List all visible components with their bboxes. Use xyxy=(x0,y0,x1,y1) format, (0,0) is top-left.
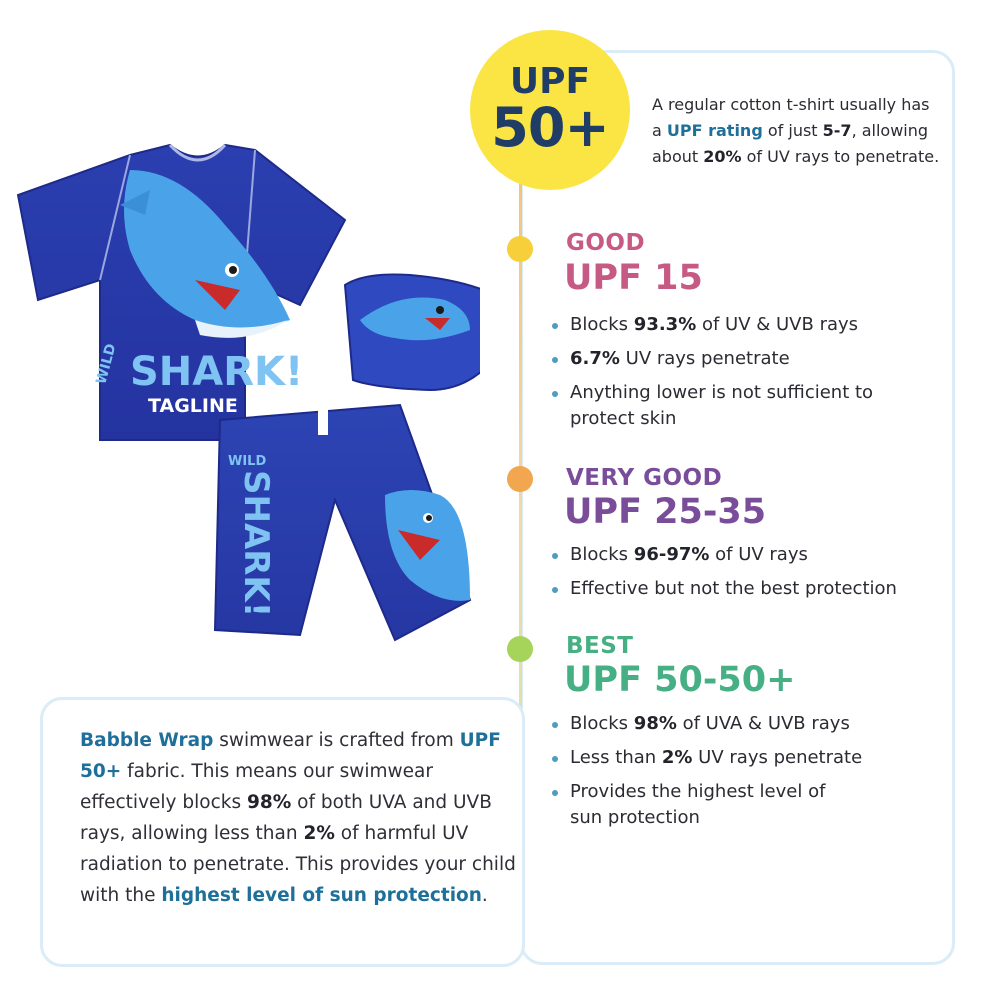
intro-part: of just xyxy=(762,121,823,140)
brand-highlight: highest level of sun protection xyxy=(161,885,482,906)
intro-percent: 20% xyxy=(703,147,742,166)
tier-very-good-dot xyxy=(507,466,533,492)
brand-upf: UPF 50+ xyxy=(80,730,501,782)
bullet-item: 6.7% UV rays penetrate xyxy=(552,346,952,372)
intro-part: , allowing about xyxy=(652,121,929,166)
tier-best-bullets xyxy=(552,711,952,839)
bullet-item: Blocks 93.3% of UV & UVB rays xyxy=(552,312,952,338)
intro-part: A regular cotton t-shirt usually has a xyxy=(652,95,930,140)
bullet-item: Less than 2% UV rays penetrate xyxy=(552,745,952,771)
badge-main-text: 50+ xyxy=(491,96,609,159)
brand-info-text: Babble Wrap swimwear is crafted from UPF 50+ fabric. This means our swimwear effectively blocks 98% of both UVA and UVB rays, allowing less than 2% of harmful UV radiation to penetrate. This provides your child with the highest level of sun protection. xyxy=(80,730,516,906)
rash-guard-shirt xyxy=(18,145,345,440)
badge-top-text: UPF xyxy=(509,61,591,102)
shorts-wild-text: WILD xyxy=(228,454,267,469)
shirt-tagline-text: TAGLINE xyxy=(148,395,238,417)
tier-best-upf: UPF 50-50+ xyxy=(564,660,796,700)
tier-very-good-bullets xyxy=(552,542,952,610)
tier-good-upf: UPF 15 xyxy=(564,258,703,298)
shirt-shark-text: SHARK! xyxy=(130,349,304,395)
intro-part: of UV rays to penetrate. xyxy=(741,147,940,166)
bullet-item: Anything lower is not sufficient to protect skin xyxy=(552,380,892,432)
intro-upf-rating: UPF rating xyxy=(666,121,763,140)
bullet-item: Blocks 96-97% of UV rays xyxy=(552,542,952,568)
tier-very-good-upf: UPF 25-35 xyxy=(564,492,767,532)
tier-good-dot xyxy=(507,236,533,262)
bullet-item: Provides the highest level of sun protection xyxy=(552,779,852,831)
shorts-shark-text: SHARK! xyxy=(236,470,276,618)
tier-very-good-label: VERY GOOD xyxy=(566,465,723,491)
tier-good-bullets xyxy=(552,312,952,440)
intro-text xyxy=(652,92,942,170)
tier-best-label: BEST xyxy=(566,633,634,659)
bullet-item: Blocks 98% of UVA & UVB rays xyxy=(552,711,952,737)
shirt-wild-text: WILD xyxy=(93,342,120,387)
swimwear-set-image xyxy=(0,130,480,650)
brand-name: Babble Wrap xyxy=(80,730,214,751)
swim-cap xyxy=(345,274,480,390)
bullet-item: Effective but not the best protection xyxy=(552,576,952,602)
intro-range: 5-7 xyxy=(822,121,852,140)
upf-badge xyxy=(470,30,630,190)
tier-best-dot xyxy=(507,636,533,662)
swim-shorts xyxy=(215,405,470,640)
tier-good-label: GOOD xyxy=(566,230,646,256)
